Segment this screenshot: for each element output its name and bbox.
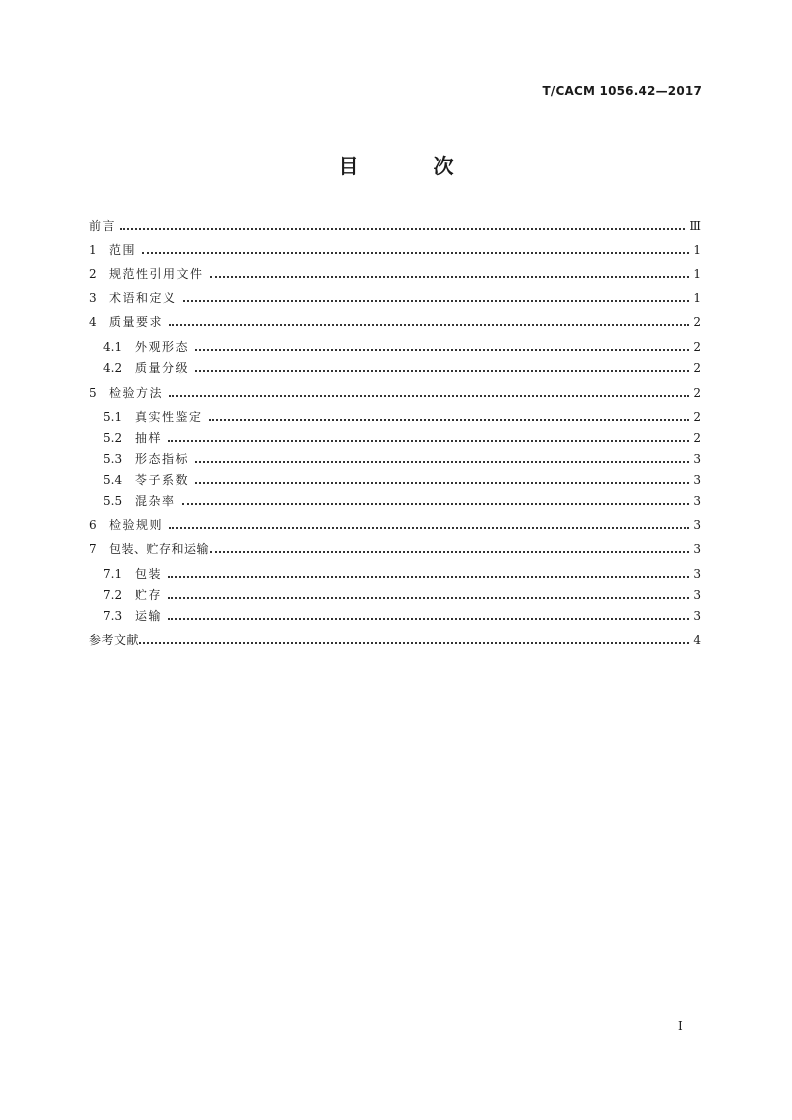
toc-entry-page: 3 — [693, 542, 701, 556]
toc-entry-number: 7.1 — [103, 567, 123, 581]
toc-leader-dots — [195, 482, 689, 484]
toc-entry-number: 5.4 — [103, 473, 123, 487]
toc-entry-number: 5.3 — [103, 452, 123, 466]
toc-leader-dots — [195, 370, 689, 372]
toc-entry-label: 参考文献 — [89, 633, 140, 647]
toc-entry-label: 形态指标 — [135, 452, 190, 466]
toc-entry[interactable] — [89, 242, 701, 258]
toc-entry[interactable] — [89, 290, 701, 306]
toc-entry-page: 2 — [693, 431, 701, 445]
toc-entry-page: 2 — [693, 410, 701, 424]
toc-entry-page: 1 — [693, 243, 701, 257]
toc-leader-dots — [182, 503, 689, 505]
toc-entry-page: 3 — [693, 473, 701, 487]
toc-subentry[interactable] — [89, 360, 701, 376]
toc-entry-label: 运输 — [135, 609, 163, 623]
toc-leader-dots — [195, 349, 689, 351]
toc-entry-label: 前言 — [89, 219, 117, 233]
toc-entry-label: 规范性引用文件 — [109, 267, 204, 281]
toc-entry-label: 范围 — [109, 243, 137, 257]
toc-subentry[interactable] — [89, 587, 701, 603]
toc-entry-number: 7 — [89, 542, 97, 556]
toc-entry-label: 包装、贮存和运输 — [109, 542, 210, 556]
toc-subentry[interactable] — [89, 608, 701, 624]
toc-leader-dots — [169, 395, 689, 397]
toc-entry-number: 6 — [89, 518, 97, 532]
toc-leader-dots — [120, 228, 685, 230]
toc-entry-label: 外观形态 — [135, 340, 190, 354]
toc-leader-dots — [168, 597, 689, 599]
toc-entry-number: 5.1 — [103, 410, 123, 424]
toc-entry-page: 3 — [693, 452, 701, 466]
toc-entry[interactable] — [89, 541, 701, 557]
toc-entry-number: 3 — [89, 291, 97, 305]
toc-entry-label: 质量要求 — [109, 315, 164, 329]
toc-leader-dots — [139, 642, 689, 644]
toc-leader-dots — [168, 618, 689, 620]
toc-entry-page: 1 — [693, 291, 701, 305]
toc-entry-page: 3 — [693, 567, 701, 581]
toc-leader-dots — [169, 324, 689, 326]
toc-leader-dots — [168, 440, 689, 442]
toc-entry[interactable] — [89, 385, 701, 401]
toc-entry-label: 苓子系数 — [135, 473, 190, 487]
toc-leader-dots — [209, 419, 689, 421]
toc-entry-page: 3 — [693, 494, 701, 508]
toc-subentry[interactable] — [89, 493, 701, 509]
toc-entry-number: 2 — [89, 267, 97, 281]
toc-entry-number: 7.3 — [103, 609, 123, 623]
toc-entry-page: 2 — [693, 315, 701, 329]
toc-entry-page: 3 — [693, 518, 701, 532]
toc-entry-number: 1 — [89, 243, 97, 257]
toc-entry-label: 术语和定义 — [109, 291, 177, 305]
toc-entry-page: 2 — [693, 340, 701, 354]
toc-entry-label: 贮存 — [135, 588, 163, 602]
toc-leader-dots — [142, 252, 689, 254]
toc-entry-page: 2 — [693, 361, 701, 375]
toc-entry-number: 5 — [89, 386, 97, 400]
toc-entry-page: Ⅲ — [689, 219, 701, 233]
toc-entry[interactable] — [89, 314, 701, 330]
toc-leader-dots — [210, 551, 689, 553]
toc-leader-dots — [183, 300, 689, 302]
toc-entry-number: 4.2 — [103, 361, 123, 375]
toc-entry[interactable] — [89, 266, 701, 282]
toc-subentry[interactable] — [89, 566, 701, 582]
toc-entry-label: 质量分级 — [135, 361, 190, 375]
toc-entry-label: 真实性鉴定 — [135, 410, 203, 424]
toc-subentry[interactable] — [89, 430, 701, 446]
toc-entry-number: 4.1 — [103, 340, 123, 354]
toc-entry-page: 4 — [693, 633, 701, 647]
toc-entry-label: 混杂率 — [135, 494, 176, 508]
standard-code: T/CACM 1056.42—2017 — [542, 84, 702, 98]
toc-entry-number: 7.2 — [103, 588, 123, 602]
toc-entry-references[interactable] — [89, 632, 701, 648]
toc-entry-label: 检验方法 — [109, 386, 164, 400]
toc-entry-page: 1 — [693, 267, 701, 281]
toc-subentry[interactable] — [89, 409, 701, 425]
toc-entry[interactable] — [89, 517, 701, 533]
toc-subentry[interactable] — [89, 339, 701, 355]
toc-entry-label: 检验规则 — [109, 518, 164, 532]
toc-entry-page: 3 — [693, 609, 701, 623]
toc-leader-dots — [195, 461, 689, 463]
toc-entry-page: 2 — [693, 386, 701, 400]
page-number: I — [678, 1019, 683, 1033]
toc-leader-dots — [210, 276, 689, 278]
toc-subentry[interactable] — [89, 451, 701, 467]
toc-leader-dots — [169, 527, 689, 529]
toc-entry-number: 5.2 — [103, 431, 123, 445]
toc-entry-page: 3 — [693, 588, 701, 602]
toc-subentry[interactable] — [89, 472, 701, 488]
toc-entry-number: 5.5 — [103, 494, 123, 508]
toc-entry-label: 抽样 — [135, 431, 163, 445]
toc-entry-foreword[interactable] — [89, 218, 701, 234]
toc-leader-dots — [168, 576, 689, 578]
page-title: 目 次 — [338, 154, 488, 178]
toc-entry-label: 包装 — [135, 567, 163, 581]
toc-entry-number: 4 — [89, 315, 97, 329]
